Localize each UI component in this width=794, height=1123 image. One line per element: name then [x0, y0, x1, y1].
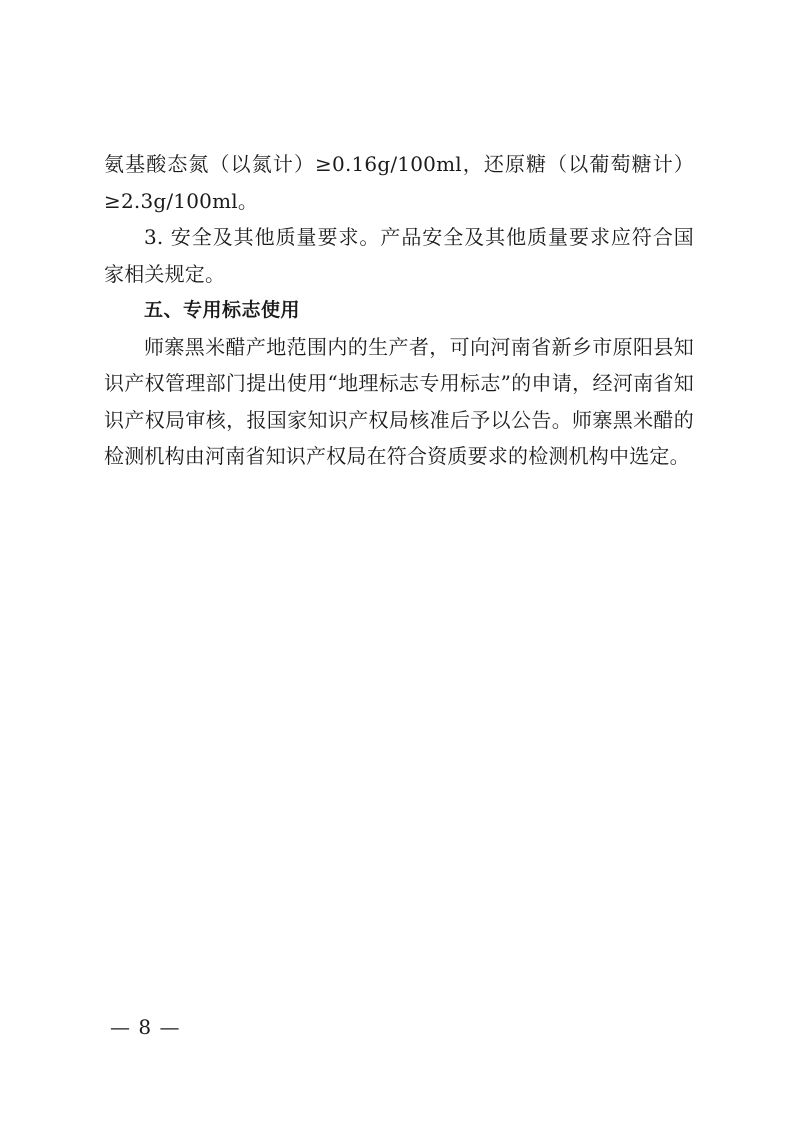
- paragraph-amino-acid-requirement: 氨基酸态氮（以氮计）≥0.16g/100ml，还原糖（以葡萄糖计）≥2.3g/100ml。: [104, 152, 694, 213]
- page-number: — 8 —: [110, 1015, 181, 1039]
- section-heading-special-mark: 五、专用标志使用: [144, 299, 301, 321]
- paragraph-safety-requirement: 3. 安全及其他质量要求。产品安全及其他质量要求应符合国家相关规定。: [104, 225, 694, 286]
- document-body: [104, 146, 694, 475]
- paragraph-mark-usage: 师寨黑米醋产地范围内的生产者，可向河南省新乡市原阳县知识产权管理部门提出使用“地理标志专用标志”的申请，经河南省知识产权局审核，报国家知识产权局核准后予以公告。师寨黑米醋的检测机构由河南省知识产权局在符合资质要求的检测机构中选定。: [104, 334, 694, 468]
